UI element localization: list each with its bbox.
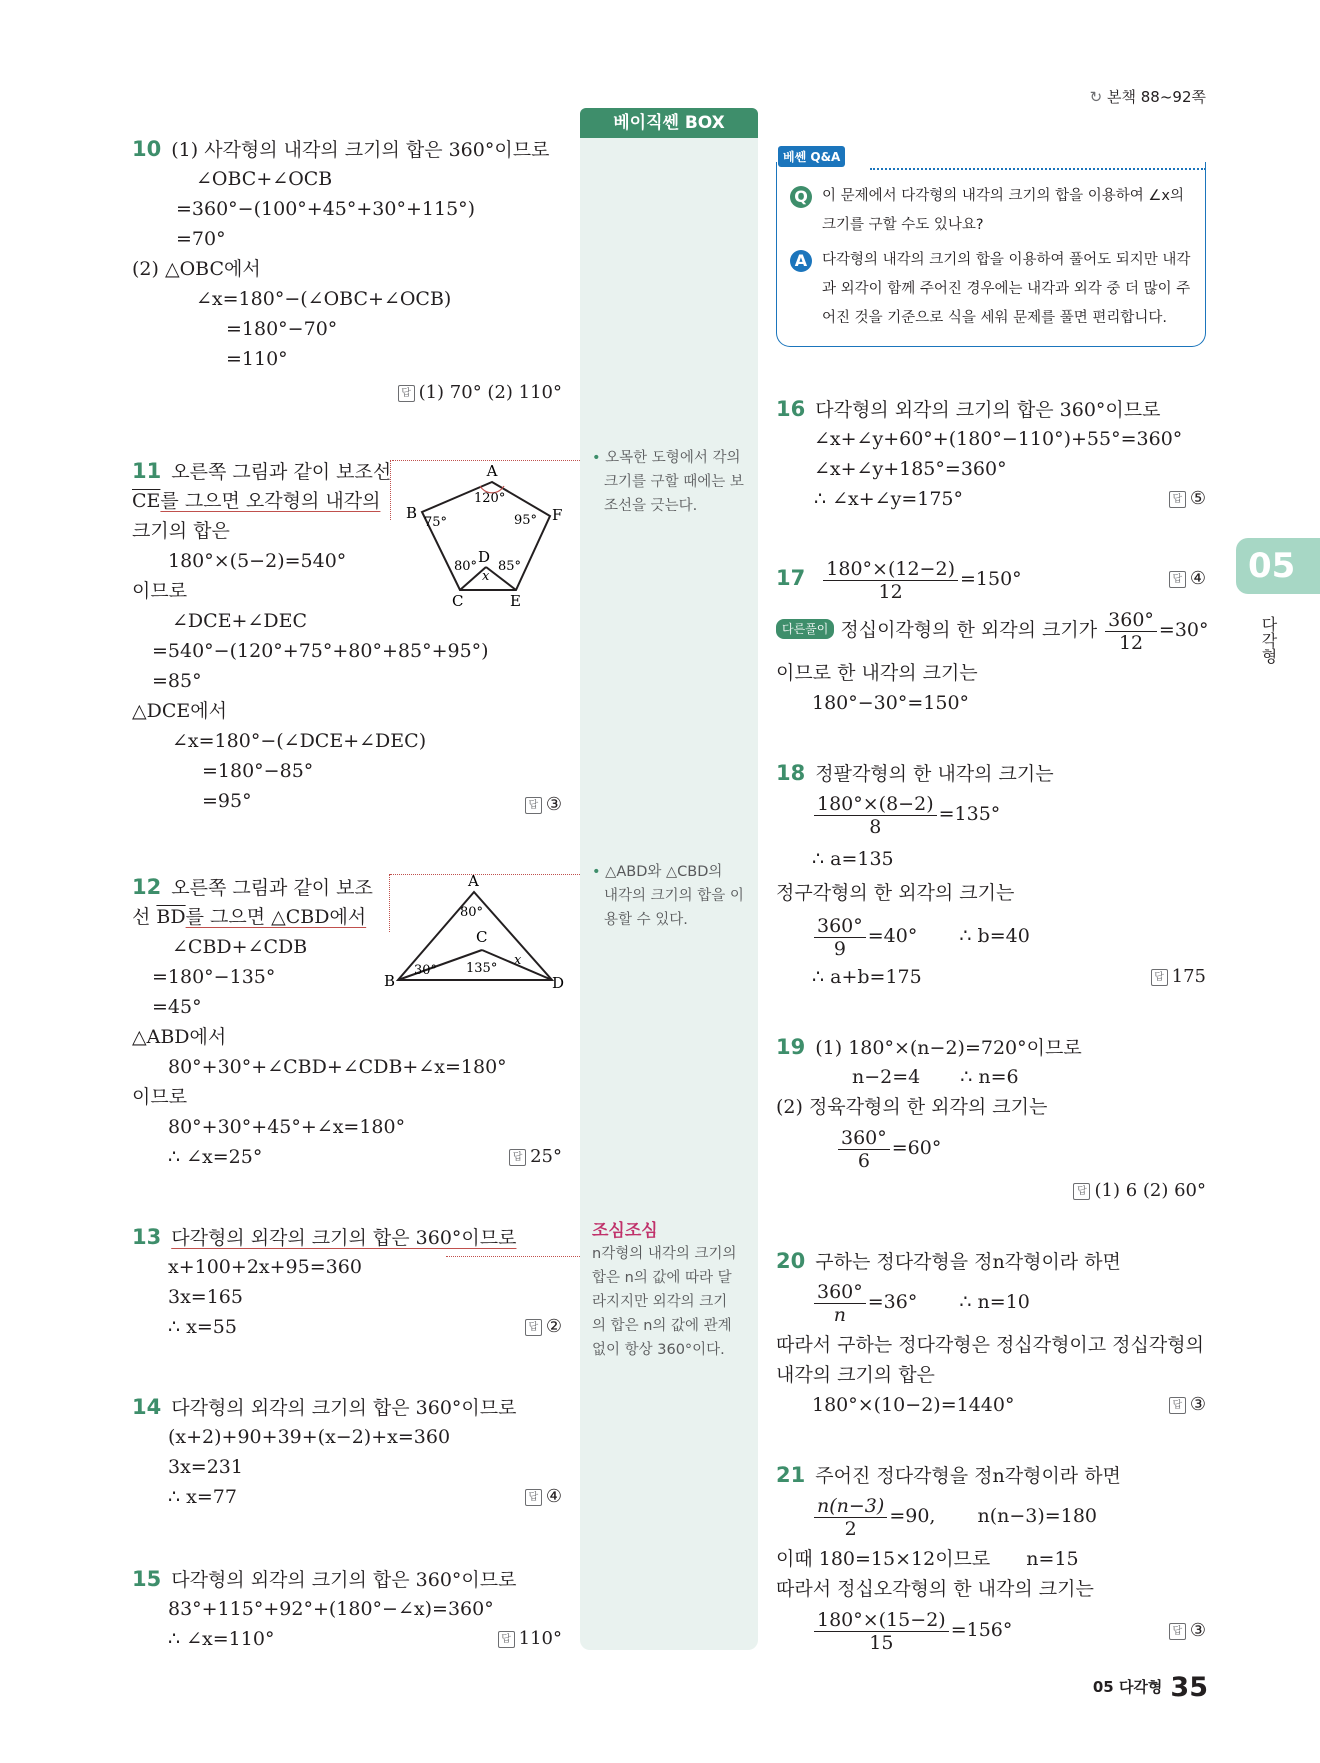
angle-label: 95°: [514, 513, 538, 528]
qa-answer: 다각형의 내각의 크기의 합을 이용하여 풀어도 되지만 내각 과 외각이 함께 주어진 경우에는 내각과 외각 중 더 많이 주 어진 것을 기준으로 식을 세워 문제를 풀면 편리합니다.: [822, 252, 1191, 326]
vertex-D: D: [552, 974, 565, 992]
q-letter-icon: Q: [790, 186, 812, 208]
box-note-12: • △ABD와 △CBD의 내각의 크기의 합을 이 용할 수 있다.: [592, 864, 744, 928]
qa-question: 이 문제에서 다각형의 내각의 크기의 합을 이용하여 ∠x의 크기를 구할 수도 있나요?: [822, 188, 1184, 233]
qa-badge: 베쎈 Q&A: [778, 146, 878, 174]
caution-title: 조심조심: [592, 1221, 658, 1241]
fraction: $\frac{n(n-3)}{2}$: [814, 1495, 887, 1540]
answer-16: 답 ⑤: [1169, 484, 1206, 514]
fraction: $\frac{180^\circ\times(15-2)}{15}$: [814, 1609, 949, 1654]
answer-19: 답 (1) 6 (2) 60°: [1073, 1176, 1206, 1206]
angle-label: 120°: [474, 491, 506, 506]
fraction: $\frac{360^\circ}{n}$: [814, 1281, 866, 1326]
other-solution-tag: 다른풀이: [776, 619, 834, 639]
angle-label: 85°: [498, 559, 522, 574]
triangle-figure: [382, 872, 572, 992]
chapter-side-title: 다각형: [1259, 616, 1278, 664]
answer-15: 답 110°: [498, 1624, 562, 1654]
angle-label: 135°: [466, 961, 498, 976]
fraction: $\frac{180^\circ\times(8-2)}{8}$: [814, 793, 937, 838]
answer-18: 답 175: [1151, 962, 1206, 992]
fraction: $\frac{360^\circ}{6}$: [838, 1127, 890, 1172]
vertex-C: C: [476, 928, 488, 946]
qa-divider: [870, 168, 1206, 170]
answer-21: 답 ③: [1169, 1616, 1206, 1646]
vertex-C: C: [452, 592, 464, 606]
page-footer: 05 다각형 35: [1092, 1672, 1208, 1703]
fraction: $\frac{360^\circ}{9}$: [814, 915, 866, 960]
basic-box-title: 베이직쎈 BOX: [580, 108, 758, 138]
vertex-E: E: [510, 592, 521, 606]
arrow-circle-icon: ↻: [1089, 88, 1103, 106]
answer-13: 답 ②: [525, 1312, 562, 1342]
connector-13: [446, 1256, 580, 1257]
box-note-11: • 오목한 도형에서 각의 크기를 구할 때에는 보 조선을 긋는다.: [592, 450, 744, 514]
vertex-A: A: [486, 462, 498, 480]
chapter-tab: 05: [1236, 538, 1320, 594]
caution-note: n각형의 내각의 크기의 합은 n의 값에 따라 달 라지지만 외각의 크기 의 합은 n의 값에 관계 없이 항상 360°이다.: [592, 1246, 737, 1358]
angle-label: 80°: [454, 559, 478, 574]
connector-11: [392, 460, 580, 461]
angle-label: x: [514, 953, 522, 968]
answer-12: 답 25°: [509, 1142, 562, 1172]
vertex-B: B: [384, 972, 396, 990]
answer-14: 답 ④: [525, 1482, 562, 1512]
vertex-B: B: [406, 504, 418, 522]
answer-17: 답 ④: [1169, 564, 1206, 594]
page-number: 35: [1170, 1672, 1208, 1703]
answer-20: 답 ③: [1169, 1390, 1206, 1420]
fraction: $\frac{180^\circ\times(12-2)}{12}$: [823, 558, 958, 603]
angle-label: 30°: [414, 963, 438, 978]
answer-11: 답 ③: [525, 790, 562, 820]
pentagon-figure: [390, 462, 570, 606]
answer-10: 답 (1) 70° (2) 110°: [398, 378, 562, 408]
fraction: $\frac{360^\circ}{12}$: [1105, 609, 1157, 654]
a-letter-icon: A: [790, 250, 812, 272]
angle-label: x: [482, 569, 490, 584]
page-reference: ↻ 본책 88~92쪽: [1089, 88, 1206, 106]
angle-label: 80°: [460, 905, 484, 920]
angle-label: 75°: [424, 515, 448, 530]
vertex-F: F: [552, 506, 563, 524]
vertex-D: D: [478, 548, 491, 566]
vertex-A: A: [468, 872, 479, 890]
